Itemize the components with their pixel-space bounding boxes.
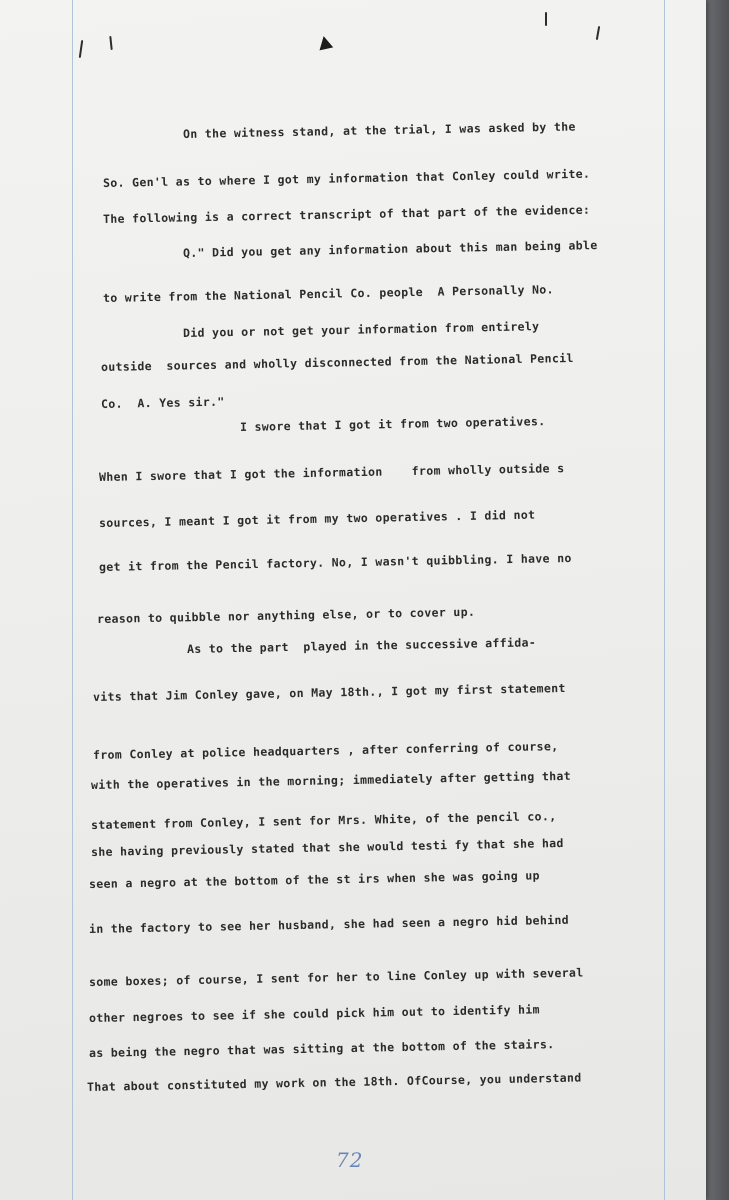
- text-line: As to the part played in the successive affida-: [186, 635, 537, 656]
- text-line: That about constituted my work on the 18th. OfCourse, you understand: [86, 1070, 582, 1094]
- text-line: other negroes to see if she could pick him out to identify him: [88, 1002, 541, 1025]
- text-line: The following is a correct transcript of that part of the evidence:: [102, 202, 591, 226]
- text-line: she having previously stated that she would testi fy that she had: [90, 835, 564, 859]
- text-line: some boxes; of course, I sent for her to line Conley up with several: [88, 965, 584, 989]
- text-line: in the factory to see her husband, she had seen a negro hid behind: [88, 912, 570, 936]
- text-line: vits that Jim Conley gave, on May 18th., I got my first statement: [92, 680, 566, 704]
- left-margin-rule: [72, 0, 73, 1200]
- text-line: On the witness stand, at the trial, I was asked by the: [182, 119, 576, 141]
- text-line: to write from the National Pencil Co. people A Personally No.: [102, 282, 555, 305]
- pen-mark: [596, 26, 600, 40]
- text-line: get it from the Pencil factory. No, I wasn't quibbling. I have no: [98, 550, 572, 574]
- text-line: sources, I meant I got it from my two operatives . I did not: [98, 507, 536, 530]
- pen-mark: [109, 36, 112, 50]
- text-line: outside sources and wholly disconnected from the National Pencil: [100, 350, 574, 374]
- text-line: as being the negro that was sitting at the bottom of the stairs.: [88, 1037, 555, 1060]
- text-line: So. Gen'l as to where I got my information that Conley could write.: [102, 166, 591, 190]
- text-line: from Conley at police headquarters , after conferring of course,: [92, 739, 559, 762]
- text-line: seen a negro at the bottom of the st irs when she was going up: [88, 868, 541, 891]
- punched-hole-mark: [317, 35, 333, 51]
- text-line: statement from Conley, I sent for Mrs. White, of the pencil co.,: [90, 809, 557, 832]
- text-line: Q." Did you get any information about this man being able: [182, 238, 598, 260]
- text-line: with the operatives in the morning; immediately after getting that: [90, 768, 572, 792]
- right-margin-rule: [664, 0, 665, 1200]
- text-line: reason to quibble nor anything else, or to cover up.: [96, 604, 476, 626]
- text-line: When I swore that I got the information from wholly outside s: [98, 461, 565, 484]
- scanner-backdrop: [705, 0, 729, 1200]
- pen-mark: [79, 40, 83, 58]
- text-line: Did you or not get your information from entirely: [182, 319, 540, 340]
- text-line: I swore that I got it from two operatives.: [239, 414, 546, 434]
- text-line: Co. A. Yes sir.": [100, 394, 225, 411]
- handwritten-page-number: 72: [336, 1148, 364, 1172]
- pen-mark: [545, 12, 547, 26]
